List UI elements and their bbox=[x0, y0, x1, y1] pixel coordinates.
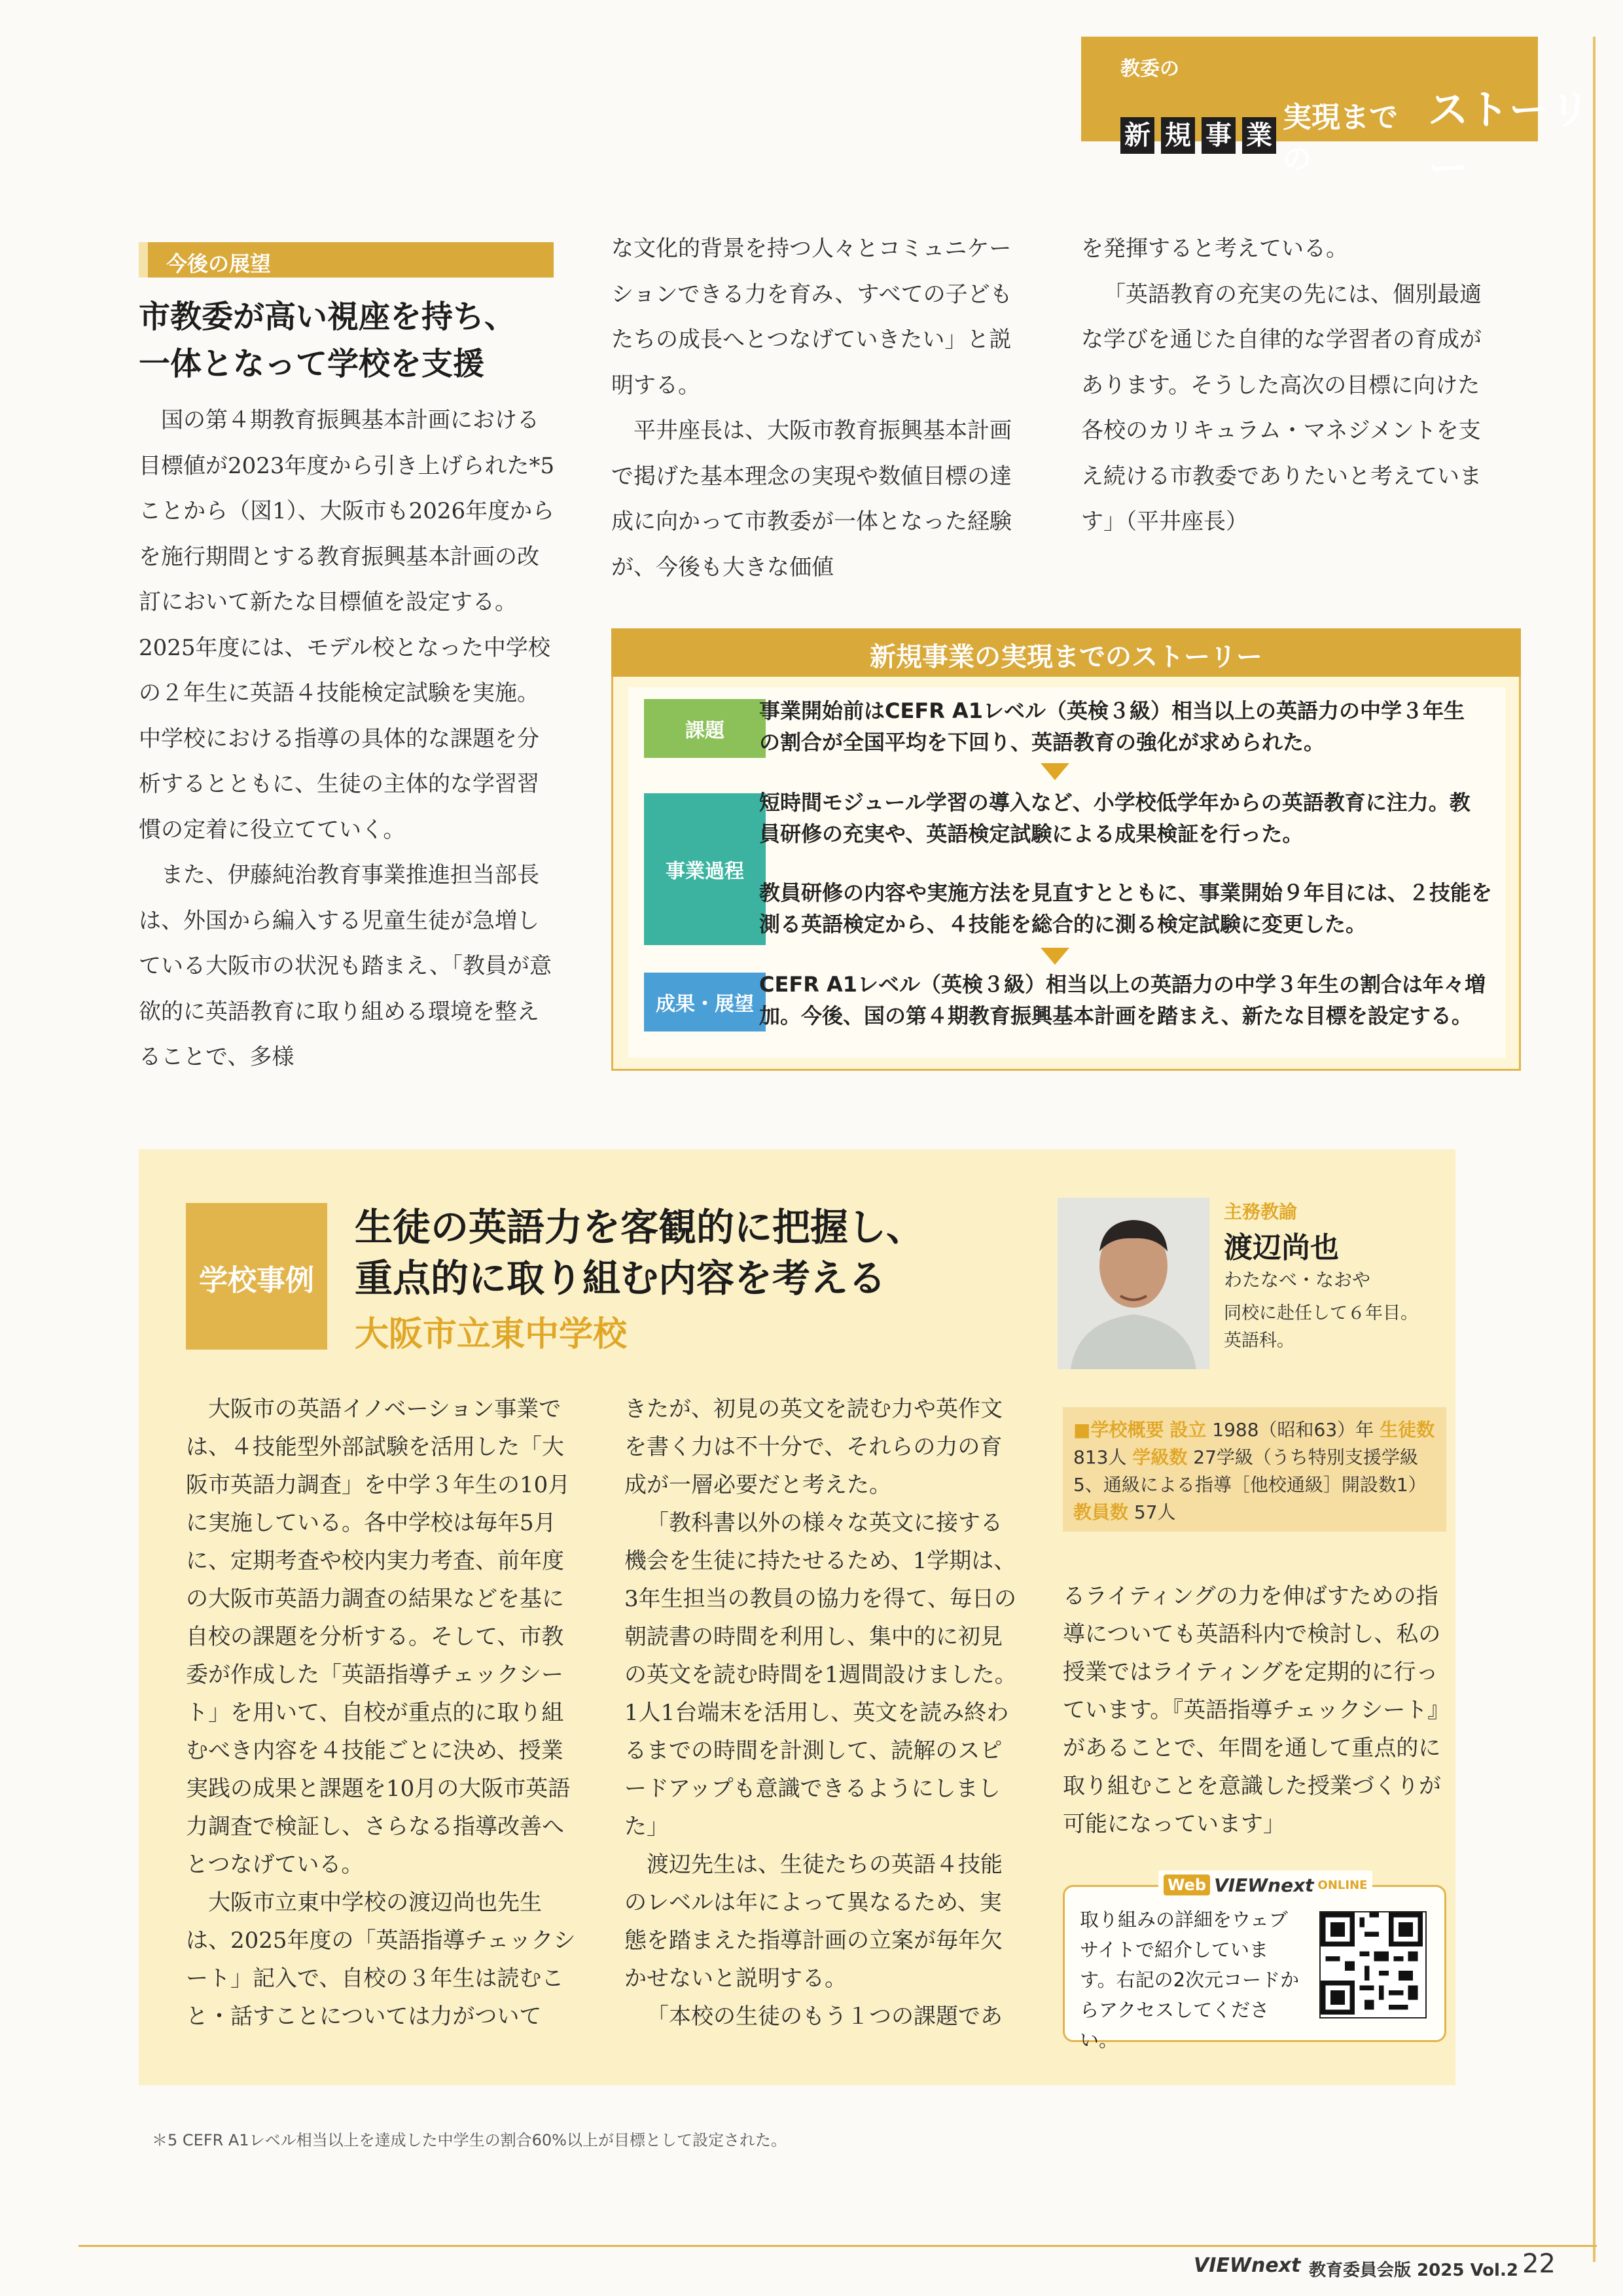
web-badge: Web bbox=[1164, 1874, 1210, 1895]
paragraph: 国の第４期教育振興基本計画における目標値が2023年度から引き上げられた*5ことから（図1）、大阪市も2026年度からを施行期間とする教育振興基本計画の改訂において新たな目標値を設定する。2025年度には、モデル校となった中学校の２年生に英語４技能検定試験を実施。中学校における指導の具体的な課題を分析するとともに、生徒の主体的な学習習慣の定着に役立てていく。 bbox=[139, 407, 555, 843]
footer-rule bbox=[79, 2245, 1597, 2247]
case-title-line2: 重点的に取り組む内容を考える bbox=[355, 1256, 887, 1300]
paragraph: 平井座長は、大阪市教育振興基本計画で掲げた基本理念の実現や数値目標の達成に向かって市教委が一体となった経験が、今後も大きな価値 bbox=[611, 418, 1012, 581]
teacher-portrait-icon bbox=[1058, 1198, 1209, 1369]
outline-value: 1988（昭和63）年 bbox=[1212, 1419, 1374, 1441]
header-rest: 実現までの bbox=[1283, 101, 1398, 176]
header-box-3: 事 bbox=[1202, 117, 1236, 154]
teacher-photo bbox=[1058, 1198, 1209, 1369]
teacher-desc bbox=[1224, 1300, 1418, 1355]
badge-result: 成果・展望 bbox=[644, 973, 766, 1031]
header-main bbox=[1120, 77, 1623, 194]
arrow-down-icon bbox=[1041, 948, 1069, 965]
right-rule bbox=[1593, 37, 1596, 2262]
web-online: ONLINE bbox=[1317, 1878, 1368, 1892]
paragraph: きたが、初見の英文を読む力や英作文を書く力は不十分で、それらの力の育成が一層必要だと考えた。 bbox=[624, 1396, 1003, 1498]
qr-code-icon[interactable] bbox=[1319, 1911, 1427, 2018]
badge-process: 事業過程 bbox=[644, 793, 766, 945]
header-box-4: 業 bbox=[1242, 117, 1276, 154]
school-outline bbox=[1073, 1416, 1446, 1526]
outline-key: 設立 bbox=[1169, 1419, 1207, 1441]
article-col2 bbox=[611, 226, 1027, 590]
case-badge-text: 学校事例 bbox=[199, 1264, 314, 1297]
paragraph: な文化的背景を持つ人々とコミュニケーションできる力を育み、すべての子どもたちの成長へとつなげていきたい」と説明する。 bbox=[611, 236, 1012, 399]
header-box-1: 新 bbox=[1120, 117, 1154, 154]
header-big: ストーリー bbox=[1427, 86, 1590, 192]
teacher-desc-line1: 同校に赴任して６年目。 bbox=[1224, 1303, 1418, 1323]
paragraph: 大阪市立東中学校の渡辺尚也先生は、2025年度の「英語指導チェックシート」記入で、自校の３年生は読むこと・話すことについては力がついて bbox=[186, 1890, 576, 2030]
case-title-line1: 生徒の英語力を客観的に把握し、 bbox=[355, 1205, 925, 1249]
story-header bbox=[611, 628, 1521, 677]
footnote: ＊5 CEFR A1レベル相当以上を達成した中学生の割合60%以上が目標として設定された。 bbox=[152, 2131, 787, 2149]
case-col2 bbox=[624, 1390, 1022, 2036]
teacher-kana: わたなべ・なおや bbox=[1224, 1269, 1371, 1291]
article-col3 bbox=[1081, 226, 1500, 545]
case-badge bbox=[186, 1203, 327, 1350]
paragraph: 渡辺先生は、生徒たちの英語４技能のレベルは年によって異なるため、実態を踏まえた指導計画の立案が毎年欠かせないと説明する。 bbox=[624, 1852, 1003, 1992]
case-col1 bbox=[186, 1390, 584, 2036]
web-text: 取り組みの詳細をウェブサイトで紹介しています。右記の2次元コードからアクセスしてください。 bbox=[1080, 1909, 1300, 2051]
section-label bbox=[139, 242, 554, 278]
section-title bbox=[139, 293, 558, 387]
header-box-2: 規 bbox=[1161, 117, 1195, 154]
badge-issue: 課題 bbox=[644, 699, 766, 758]
article-col1 bbox=[139, 398, 555, 1081]
outline-key: 学級数 bbox=[1132, 1446, 1188, 1468]
story-text-result: CEFR A1レベル（英検３級）相当以上の英語力の中学３年生の割合は年々増加。今後、国の第４期教育振興基本計画を踏まえ、新たな目標を設定する。 bbox=[759, 972, 1486, 1028]
story-text-process-2: 教員研修の内容や実施方法を見直すとともに、事業開始９年目には、２技能を測る英語検定から、４技能を総合的に測る検定試験に変更した。 bbox=[759, 880, 1493, 937]
arrow-down-icon bbox=[1041, 763, 1069, 780]
paragraph: を発揮すると考えている。 bbox=[1081, 236, 1348, 262]
case-school: 大阪市立東中学校 bbox=[355, 1315, 628, 1354]
paragraph: 「英語教育の充実の先には、個別最適な学びを通じた自律的な学習者の育成があります。そうした高次の目標に向けた各校のカリキュラム・マネジメントを支え続ける市教委でありたいと考えています」（平井座長） bbox=[1081, 281, 1482, 535]
case-title bbox=[355, 1202, 924, 1304]
outline-value: 57人 bbox=[1133, 1501, 1176, 1523]
paragraph: 「本校の生徒のもう１つの課題であ bbox=[647, 2003, 1003, 2030]
story-text-process-1: 短時間モジュール学習の導入など、小学校低学年からの英語教育に注力。教員研修の充実や、英語検定試験による成果検証を行った。 bbox=[759, 790, 1471, 846]
outline-key: 生徒数 bbox=[1380, 1419, 1435, 1441]
teacher-name: 渡辺尚也 bbox=[1224, 1231, 1339, 1265]
teacher-desc-line2: 英語科。 bbox=[1224, 1331, 1294, 1351]
section-title-line1: 市教委が高い視座を持ち、 bbox=[139, 298, 516, 335]
web-logo: VIEWnext bbox=[1214, 1874, 1314, 1896]
paragraph: 「教科書以外の様々な英文に接する機会を生徒に持たせるため、1学期は、3年生担当の教員の協力を得て、毎日の朝読書の時間を利用し、集中的に初見の英文を読む時間を1週間設けました。1人1台端末を活用し、英文を読み終わるまでの時間を計測して、読解のスピードアップも意識できるようにしました」 bbox=[624, 1510, 1017, 1840]
paragraph: 大阪市の英語イノベーション事業では、４技能型外部試験を活用した「大阪市英語力調査」を中学３年生の10月に実施している。各中学校は毎年5月に、定期考査や校内実力考査、前年度の大阪市英語力調査の結果などを基に自校の課題を分析する。そして、市教委が作成した「英語指導チェックシート」を用いて、自校が重点的に取り組むべき内容を４技能ごとに決め、授業実践の成果と課題を10月の大阪市英語力調査で検証し、さらなる指導改善へとつなげている。 bbox=[186, 1396, 571, 1878]
paragraph: るライティングの力を伸ばすための指導についても英語科内で検討し、私の授業ではライティングを定期的に行っています。『英語指導チェックシート』があることで、年間を通して重点的に取り組むことを意識した授業づくりが可能になっています」 bbox=[1063, 1583, 1450, 1837]
outline-value: 813人 bbox=[1073, 1446, 1127, 1468]
page-number: 22 bbox=[1522, 2249, 1556, 2279]
teacher-role: 主務教諭 bbox=[1224, 1201, 1298, 1223]
header-small: 教委の bbox=[1120, 58, 1179, 81]
qr-pattern-icon bbox=[1321, 1912, 1423, 2015]
outline-label: ■学校概要 bbox=[1073, 1419, 1164, 1441]
case-col3 bbox=[1063, 1577, 1455, 1843]
web-tag bbox=[1158, 1871, 1372, 1899]
outline-value: 27学級（うち特別支援学級5、通級による指導［他校通級］開設数1） bbox=[1073, 1446, 1427, 1496]
footer-brand: VIEWnext bbox=[1194, 2254, 1301, 2277]
footer-issue: 教育委員会版 2025 Vol.2 bbox=[1309, 2261, 1518, 2280]
outline-key: 教員数 bbox=[1073, 1501, 1129, 1523]
section-title-line2: 一体となって学校を支援 bbox=[139, 346, 485, 382]
story-title: 新規事業の実現までのストーリー bbox=[870, 642, 1262, 672]
section-label-text: 今後の展望 bbox=[166, 251, 272, 276]
paragraph: また、伊藤純治教育事業推進担当部長は、外国から編入する児童生徒が急増している大阪市の状況も踏まえ、「教員が意欲的に英語教育に取り組める環境を整えることで、多様 bbox=[139, 862, 552, 1070]
story-text-issue: 事業開始前はCEFR A1レベル（英検３級）相当以上の英語力の中学３年生の割合が全国平均を下回り、英語教育の強化が求められた。 bbox=[759, 698, 1465, 755]
